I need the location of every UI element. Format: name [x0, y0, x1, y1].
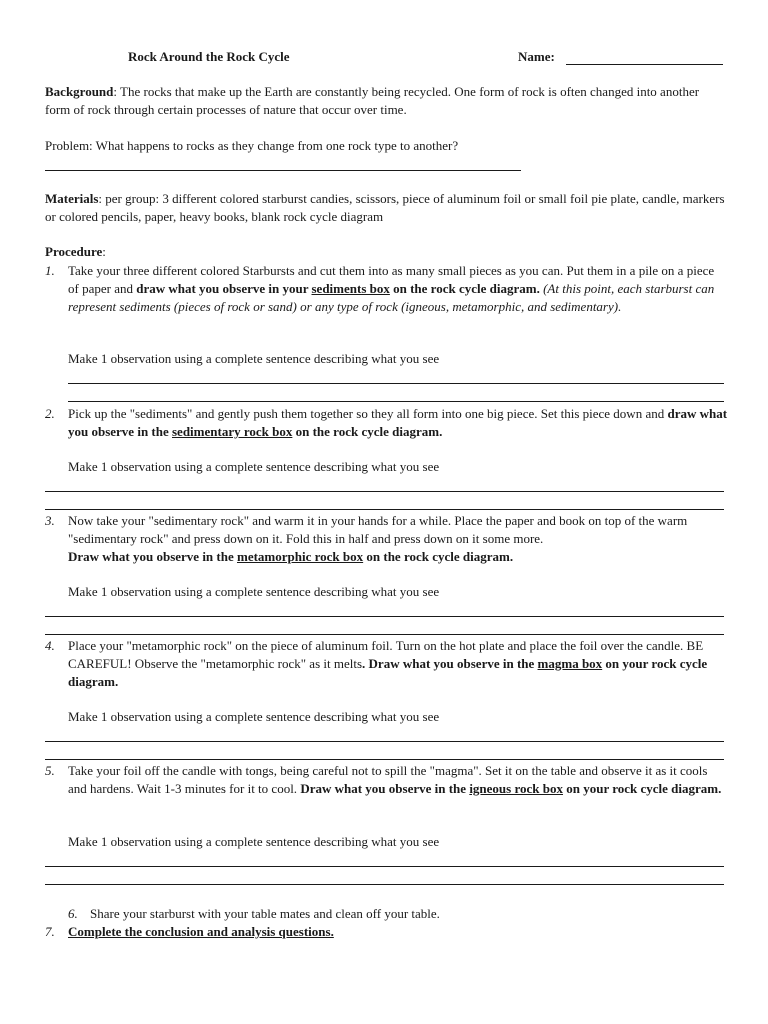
step-bold-text: on your rock cycle diagram. — [562, 781, 722, 796]
observation-prompt: Make 1 observation using a complete sentence describing what you see — [68, 459, 440, 474]
answer-line[interactable] — [68, 401, 724, 402]
materials-label: Materials — [45, 191, 99, 206]
step-number: 3. — [45, 513, 55, 528]
answer-line[interactable] — [45, 491, 724, 492]
step-1-text — [68, 262, 728, 316]
step-bold-text: on the rock cycle diagram. — [363, 549, 514, 564]
step-bold-text: on the rock cycle diagram. — [292, 424, 443, 439]
problem-answer-line[interactable] — [45, 170, 521, 171]
procedure-label: Procedure — [45, 244, 103, 259]
observation-prompt: Make 1 observation using a complete sentence describing what you see — [68, 709, 440, 724]
step-5-text — [68, 762, 728, 798]
step-3-text — [68, 512, 728, 566]
answer-line[interactable] — [45, 884, 724, 885]
answer-line[interactable] — [45, 634, 724, 635]
materials-paragraph — [45, 190, 735, 226]
problem-text: Problem: What happens to rocks as they change from one rock type to another? — [45, 138, 459, 153]
background-paragraph — [45, 83, 725, 119]
observation-prompt: Make 1 observation using a complete sentence describing what you see — [68, 834, 440, 849]
step-bold-text: Draw what you observe in the — [300, 781, 470, 796]
procedure-heading: Procedure: — [45, 244, 106, 259]
step-text: Place your "metamorphic rock" on the piece of aluminum foil. Turn on the hot plate and place the foil over the candle. BE CAREFUL! Observe the "metamorphic rock" as it melts — [68, 638, 704, 671]
step-number: 1. — [45, 263, 55, 278]
background-text: : The rocks that make up the Earth are constantly being recycled. One form of rock is often changed into another form of rock through certain processes of nature that occur over time. — [45, 84, 700, 117]
step-text: Now take your "sedimentary rock" and warm it in your hands for a while. Place the paper and book on top of the warm "sedimentary rock" and press down on it. Fold this in half and press down on it some more. — [68, 513, 688, 546]
step-6-text: Share your starburst with your table mates and clean off your table. — [90, 906, 440, 921]
magma-box-ref: magma box — [537, 656, 603, 671]
step-4-text — [68, 637, 728, 691]
step-bold-text: draw what you observe in your — [136, 281, 312, 296]
step-bold-text: on your rock cycle diagram. — [68, 656, 708, 689]
step-2-text — [68, 405, 728, 441]
step-text: Pick up the "sediments" and gently push them together so they all form into one big piece. Set this piece down and — [68, 406, 668, 421]
answer-line[interactable] — [45, 759, 724, 760]
observation-prompt: Make 1 observation using a complete sentence describing what you see — [68, 351, 440, 366]
observation-prompt: Make 1 observation using a complete sentence describing what you see — [68, 584, 440, 599]
answer-line[interactable] — [45, 509, 724, 510]
step-number: 7. — [45, 924, 55, 939]
materials-text: : per group: 3 different colored starburst candies, scissors, piece of aluminum foil or small foil pie plate, candle, markers or colored pencils, paper, heavy books, blank rock cycle diagram — [45, 191, 725, 224]
step-bold-text: on the rock cycle diagram. — [389, 281, 540, 296]
answer-line[interactable] — [45, 741, 724, 742]
step-7-text: Complete the conclusion and analysis questions. — [68, 924, 334, 939]
page-title: Rock Around the Rock Cycle — [128, 49, 290, 64]
metamorphic-rock-box-ref: metamorphic rock box — [237, 549, 364, 564]
step-bold-text: . Draw what you observe in the — [362, 656, 538, 671]
name-label: Name: — [518, 49, 555, 64]
igneous-rock-box-ref: igneous rock box — [469, 781, 563, 796]
name-field-line[interactable] — [566, 64, 723, 65]
sedimentary-rock-box-ref: sedimentary rock box — [172, 424, 293, 439]
answer-line[interactable] — [45, 866, 724, 867]
step-text: Take your foil off the candle with tongs, being careful not to spill the "magma". Set it on the table and observe it as it cools and hardens. Wait 1-3 minutes for it to cool. — [68, 763, 708, 796]
sediments-box-ref: sediments box — [311, 281, 390, 296]
answer-line[interactable] — [45, 616, 724, 617]
step-number: 5. — [45, 763, 55, 778]
step-bold-text: draw what you observe in the — [68, 406, 728, 439]
step-text: Take your three different colored Starbursts and cut them into as many small pieces as you can. Put them in a pile on a piece of paper and — [68, 263, 715, 296]
step-number: 4. — [45, 638, 55, 653]
background-label: Background — [45, 84, 114, 99]
step-1-note: (At this point, each starburst can represent sediments (pieces of rock or sand) or any type of rock (igneous, metamorphic, and sedimentary). — [68, 281, 715, 314]
step-number: 2. — [45, 406, 55, 421]
step-bold-text: Draw what you observe in the — [68, 549, 237, 564]
step-number: 6. — [68, 906, 78, 921]
answer-line[interactable] — [68, 383, 724, 384]
